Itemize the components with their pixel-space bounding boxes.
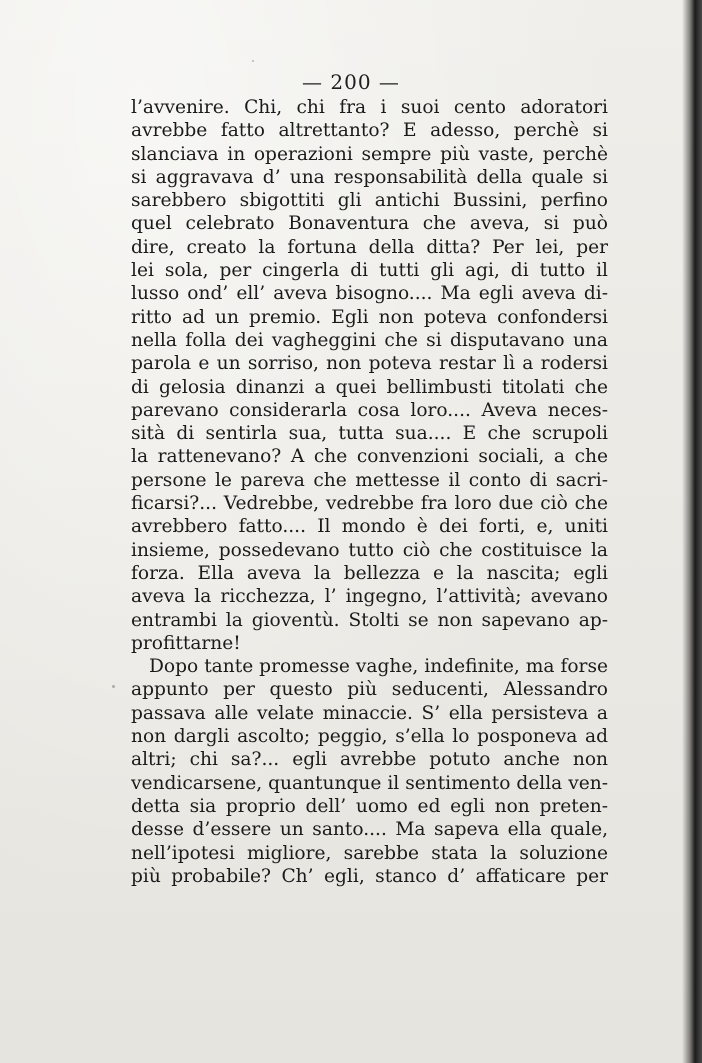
text-line: quel celebrato Bonaventura che aveva, si può: [131, 213, 608, 235]
text-line: lei sola, per cingerla di tutti gli agi, di tutto il: [131, 260, 608, 282]
page-number: — 200 —: [302, 70, 400, 94]
text-line: insieme, possedevano tutto ciò che costituisce la: [131, 539, 608, 561]
text-line: non dargli ascolto; peggio, s’ella lo posponeva ad: [131, 726, 608, 748]
text-line: aveva la ricchezza, l’ ingegno, l’attività; avevano: [131, 586, 608, 608]
text-line: lusso ond’ ell’ aveva bisogno.... Ma egli aveva di-: [131, 283, 608, 305]
book-spine-edge: [682, 0, 702, 1063]
text-line: avrebbero fatto.... Il mondo è dei forti, e, uniti: [131, 516, 608, 538]
text-line: forza. Ella aveva la bellezza e la nascita; egli: [131, 562, 608, 584]
text-line: dire, creato la fortuna della ditta? Per lei, per: [131, 236, 608, 258]
text-line: entrambi la gioventù. Stolti se non sapevano ap-: [131, 609, 608, 631]
text-line: Dopo tante promesse vaghe, indefinite, ma forse: [149, 656, 608, 678]
text-line: appunto per questo più seducenti, Alessandro: [131, 679, 608, 701]
text-line: ficarsi?... Vedrebbe, vedrebbe fra loro due ciò che: [131, 493, 608, 515]
text-line: passava alle velate minaccie. S’ ella persisteva a: [131, 702, 608, 724]
text-line: sità di sentirla sua, tutta sua.... E che scrupoli: [131, 423, 608, 445]
page-body-text: [131, 96, 608, 888]
print-speck: [112, 685, 115, 688]
text-line: la rattenevano? A che convenzioni sociali, a che: [131, 446, 608, 468]
text-line: ritto ad un premio. Egli non poteva confondersi: [131, 306, 608, 328]
text-line: parola e un sorriso, non poteva restar lì a rodersi: [131, 353, 608, 375]
text-line: nella folla dei vagheggini che si disputavano una: [131, 329, 608, 351]
text-line: slanciava in operazioni sempre più vaste, perchè: [131, 143, 608, 165]
text-line: persone le pareva che mettesse il conto di sacri-: [131, 469, 608, 491]
text-line: più probabile? Ch’ egli, stanco d’ affaticare per: [131, 865, 608, 887]
text-line: desse d’essere un santo.... Ma sapeva ella quale,: [131, 819, 608, 841]
print-speck: [252, 60, 254, 62]
text-line: nell’ipotesi migliore, sarebbe stata la soluzione: [131, 842, 608, 864]
text-line: l’avvenire. Chi, chi fra i suoi cento adoratori: [131, 97, 608, 118]
text-line: parevano considerarla cosa loro.... Aveva neces-: [131, 399, 608, 421]
text-line: di gelosia dinanzi a quei bellimbusti titolati che: [131, 376, 608, 398]
text-line: sarebbero sbigottiti gli antichi Bussini, perfino: [131, 190, 608, 212]
text-line: si aggravava d’ una responsabilità della quale si: [131, 166, 608, 188]
text-line: profittarne!: [131, 632, 241, 654]
text-line: detta sia proprio dell’ uomo ed egli non preten-: [131, 795, 608, 817]
text-line: vendicarsene, quantunque il sentimento della ven-: [131, 772, 608, 794]
text-line: altri; chi sa?... egli avrebbe potuto anche non: [131, 749, 608, 771]
text-line: avrebbe fatto altrettanto? E adesso, perchè si: [131, 120, 608, 142]
